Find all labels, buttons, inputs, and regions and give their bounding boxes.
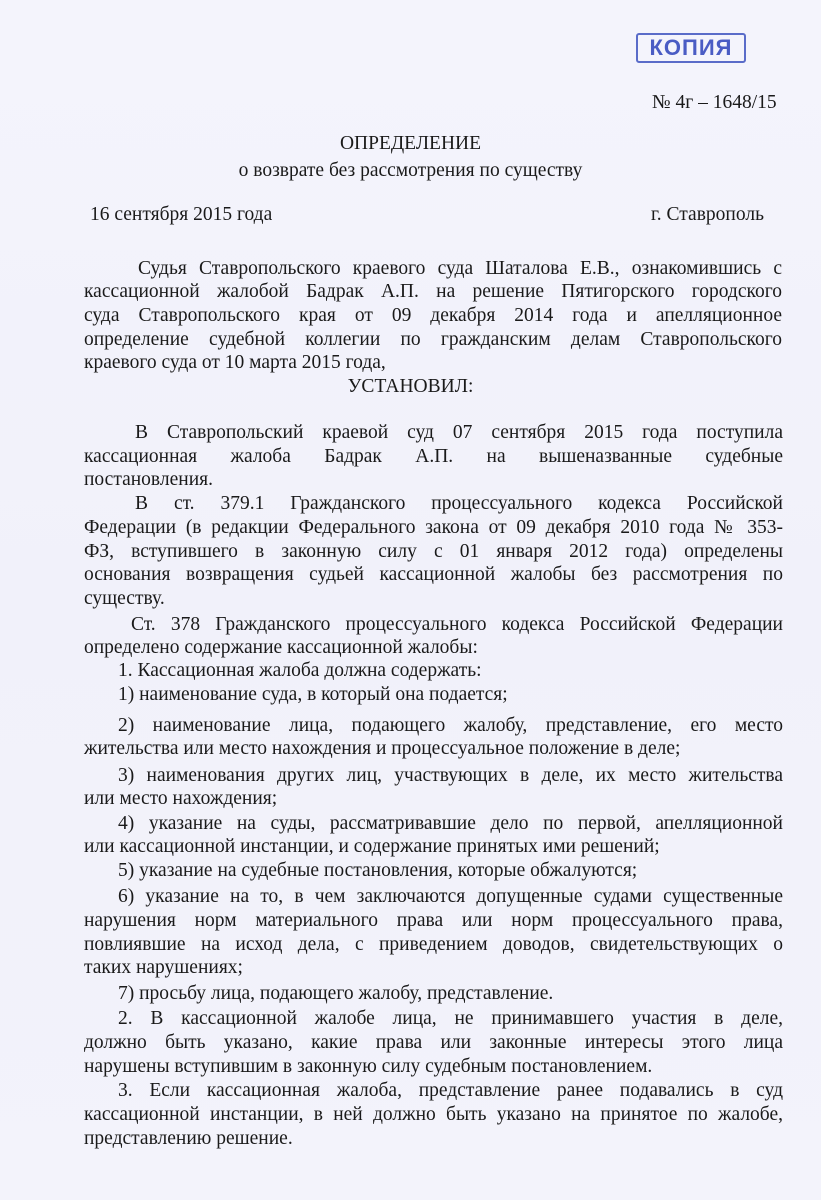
body-line: или кассационной инстанции, и содержание принятых ими решений; (84, 836, 660, 857)
body-line: 3. Если кассационная жалоба, представление ранее подавались в суд (118, 1080, 783, 1101)
document-title: ОПРЕДЕЛЕНИЕ (339, 133, 482, 154)
body-line: нарушения норм материального права или норм процессуального права, (84, 910, 783, 931)
body-line: 6) указание на то, в чем заключаются допущенные судами существенные (118, 886, 783, 907)
body-line: 2. В кассационной жалобе лица, не принимавшего участия в деле, (118, 1008, 783, 1029)
body-line: 3) наименования других лиц, участвующих в деле, их место жительства (118, 765, 783, 786)
body-line: существу. (84, 588, 165, 609)
body-line: Ст. 378 Гражданского процессуального кодекса Российской Федерации (131, 614, 783, 635)
body-line: представлению решение. (84, 1128, 293, 1149)
body-line: ФЗ, вступившего в законную силу с 01 января 2012 года) определены (84, 541, 783, 562)
body-line: должно быть указано, какие права или законные интересы этого лица (84, 1032, 783, 1053)
body-line: нарушены вступившим в законную силу судебным постановлением. (84, 1056, 653, 1077)
intro-line: суда Ставропольского края от 09 декабря 2014 года и апелляционное (84, 305, 782, 326)
document-date: 16 сентября 2015 года (90, 204, 273, 225)
body-line: или место нахождения; (84, 788, 278, 809)
intro-line: определение судебной коллегии по гражданским делам Ставропольского (84, 329, 782, 350)
intro-line: Судья Ставропольского краевого суда Шаталова Е.В., ознакомившись с (138, 258, 782, 279)
intro-line: краевого суда от 10 марта 2015 года, (84, 352, 386, 373)
body-line: кассационная жалоба Бадрак А.П. на вышеназванные судебные (84, 446, 783, 467)
body-line: таких нарушениях; (84, 957, 243, 978)
body-line: жительства или место нахождения и процессуальное положение в деле; (84, 738, 681, 759)
body-line: определено содержание кассационной жалобы: (84, 637, 478, 658)
body-line: кассационной инстанции, в ней должно быть указано на принятое по жалобе, (84, 1104, 783, 1125)
body-line: 7) просьбу лица, подающего жалобу, представление. (118, 983, 554, 1004)
document-city: г. Ставрополь (651, 204, 764, 225)
body-line: 1. Кассационная жалоба должна содержать: (118, 660, 482, 681)
intro-line: кассационной жалобой Бадрак А.П. на решение Пятигорского городского (84, 281, 782, 302)
body-line: 5) указание на судебные постановления, которые обжалуются; (118, 860, 638, 881)
body-line: В Ставропольский краевой суд 07 сентября 2015 года поступила (135, 422, 783, 443)
ustanovil-heading: УСТАНОВИЛ: (347, 376, 474, 397)
body-line: Федерации (в редакции Федерального закона от 09 декабря 2010 года № 353- (84, 517, 783, 538)
body-line: повлиявшие на исход дела, с приведением доводов, свидетельствующих о (84, 934, 783, 955)
document-subtitle: о возврате без рассмотрения по существу (238, 160, 583, 181)
body-line: основания возвращения судьей кассационной жалобы без рассмотрения по (84, 564, 783, 585)
body-line: 4) указание на суды, рассматривавшие дело по первой, апелляционной (118, 813, 783, 834)
body-line: В ст. 379.1 Гражданского процессуального кодекса Российской (135, 493, 783, 514)
body-line: 2) наименование лица, подающего жалобу, представление, его место (118, 715, 783, 736)
case-number: № 4г – 1648/15 (652, 92, 777, 113)
body-line: 1) наименование суда, в который она подается; (118, 684, 508, 705)
body-line: постановления. (84, 469, 213, 490)
copy-stamp: КОПИЯ (636, 33, 746, 63)
